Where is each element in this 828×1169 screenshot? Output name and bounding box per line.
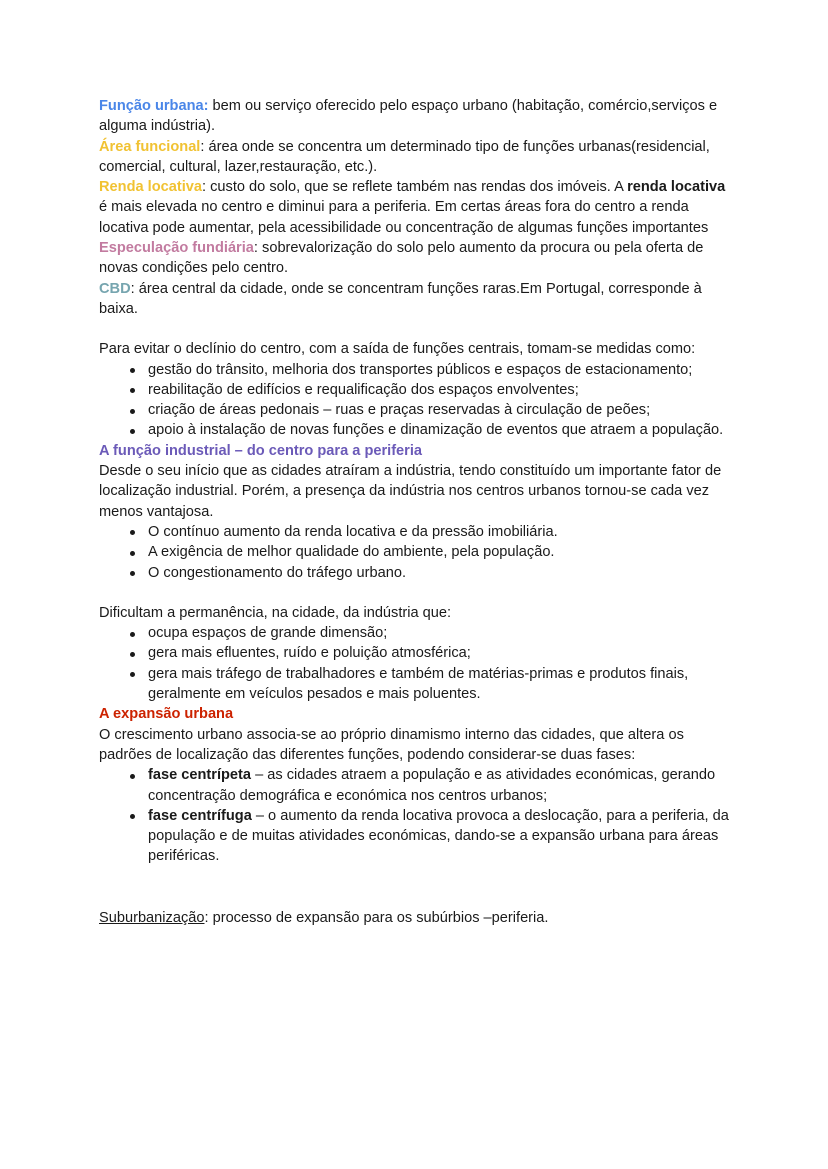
definition-renda-locativa <box>99 177 731 238</box>
emphasis-renda-locativa: renda locativa <box>627 179 726 196</box>
phase-label-centripeta: fase centrípeta <box>148 767 252 784</box>
list-item: gera mais tráfego de trabalhadores e também de matérias-primas e produtos finais, geralmente em veículos pesados e mais poluentes. <box>99 664 731 705</box>
list-item: reabilitação de edifícios e requalificação dos espaços envolventes; <box>99 380 731 400</box>
definition-cbd <box>99 279 731 320</box>
industrial-factors-list <box>99 522 731 583</box>
phase-text-centripeta: – as cidades atraem a população e as atividades económicas, gerando concentração demográfica e económica nos centros urbanos; <box>148 767 716 804</box>
definition-text-renda-locativa-part1: : custo do solo, que se reflete também nas rendas dos imóveis. A <box>202 179 628 196</box>
list-item: apoio à instalação de novas funções e dinamização de eventos que atraem a população. <box>99 420 731 440</box>
decline-intro: Para evitar o declínio do centro, com a saída de funções centrais, tomam-se medidas como: <box>99 341 696 358</box>
definition-text-especulacao-fundiaria: : sobrevalorização do solo pelo aumento da procura ou pela oferta de novas condições pelo centro. <box>99 240 704 277</box>
definition-area-funcional <box>99 137 731 178</box>
heading-expansao-urbana: A expansão urbana <box>99 706 234 723</box>
list-item: gestão do trânsito, melhoria dos transportes públicos e espaços de estacionamento; <box>99 360 731 380</box>
decline-measures-list <box>99 360 731 441</box>
list-item: O congestionamento do tráfego urbano. <box>99 563 731 583</box>
phase-text-centrifuga: – o aumento da renda locativa provoca a deslocação, para a periferia, da população e de muitas atividades económicas, dando-se a expansão urbana para áreas periféricas. <box>148 807 729 865</box>
definition-text-suburbanizacao: : processo de expansão para os subúrbios –periferia. <box>204 909 549 926</box>
definition-especulacao-fundiaria <box>99 238 731 279</box>
definition-text-area-funcional: : área onde se concentra um determinado tipo de funções urbanas(residencial, comercial, cultural, lazer,restauração, etc.). <box>99 138 710 175</box>
term-funcao-urbana: Função urbana: <box>99 98 209 114</box>
industrial-intro-2: Dificultam a permanência, na cidade, da indústria que: <box>99 604 452 621</box>
definition-funcao-urbana <box>99 96 731 137</box>
industrial-intro: Desde o seu início que as cidades atraíram a indústria, tendo constituído um importante fator de localização industrial. Porém, a presença da indústria nos centros urbanos tornou-se cada vez menos vantajosa. <box>99 463 722 520</box>
definition-text-renda-locativa-part2: é mais elevada no centro e diminui para a periferia. Em certas áreas fora do centro a renda locativa pode aumentar, pela acessibilidade ou concentração de algumas funções importantes <box>99 199 709 236</box>
closing-definition-suburbanizacao <box>99 908 731 928</box>
list-item: A exigência de melhor qualidade do ambiente, pela população. <box>99 542 731 562</box>
list-item: criação de áreas pedonais – ruas e praças reservadas à circulação de peões; <box>99 400 731 420</box>
list-item <box>99 765 731 806</box>
term-cbd: CBD <box>99 280 131 297</box>
list-item: O contínuo aumento da renda locativa e da pressão imobiliária. <box>99 522 731 542</box>
definition-text-funcao-urbana: bem ou serviço oferecido pelo espaço urbano (habitação, comércio,serviços e alguma indústria). <box>99 98 718 135</box>
heading-funcao-industrial: A função industrial – do centro para a periferia <box>99 442 423 459</box>
definition-text-cbd: : área central da cidade, onde se concentram funções raras.Em Portugal, corresponde à baixa. <box>99 280 702 317</box>
expansion-phases-list <box>99 765 731 866</box>
list-item: ocupa espaços de grande dimensão; <box>99 623 731 643</box>
term-especulacao-fundiaria: Especulação fundiária <box>99 240 254 257</box>
phase-label-centrifuga: fase centrífuga <box>148 807 252 824</box>
list-item <box>99 806 731 867</box>
industrial-constraints-list <box>99 623 731 704</box>
list-item: gera mais efluentes, ruído e poluição atmosférica; <box>99 643 731 663</box>
term-suburbanizacao: Suburbanização <box>99 909 205 926</box>
document-body <box>99 96 731 928</box>
term-area-funcional: Área funcional <box>99 138 201 155</box>
expansion-intro: O crescimento urbano associa-se ao próprio dinamismo interno das cidades, que altera os padrões de localização das diferentes funções, podendo considerar-se duas fases: <box>99 726 684 763</box>
term-renda-locativa: Renda locativa <box>99 179 203 196</box>
